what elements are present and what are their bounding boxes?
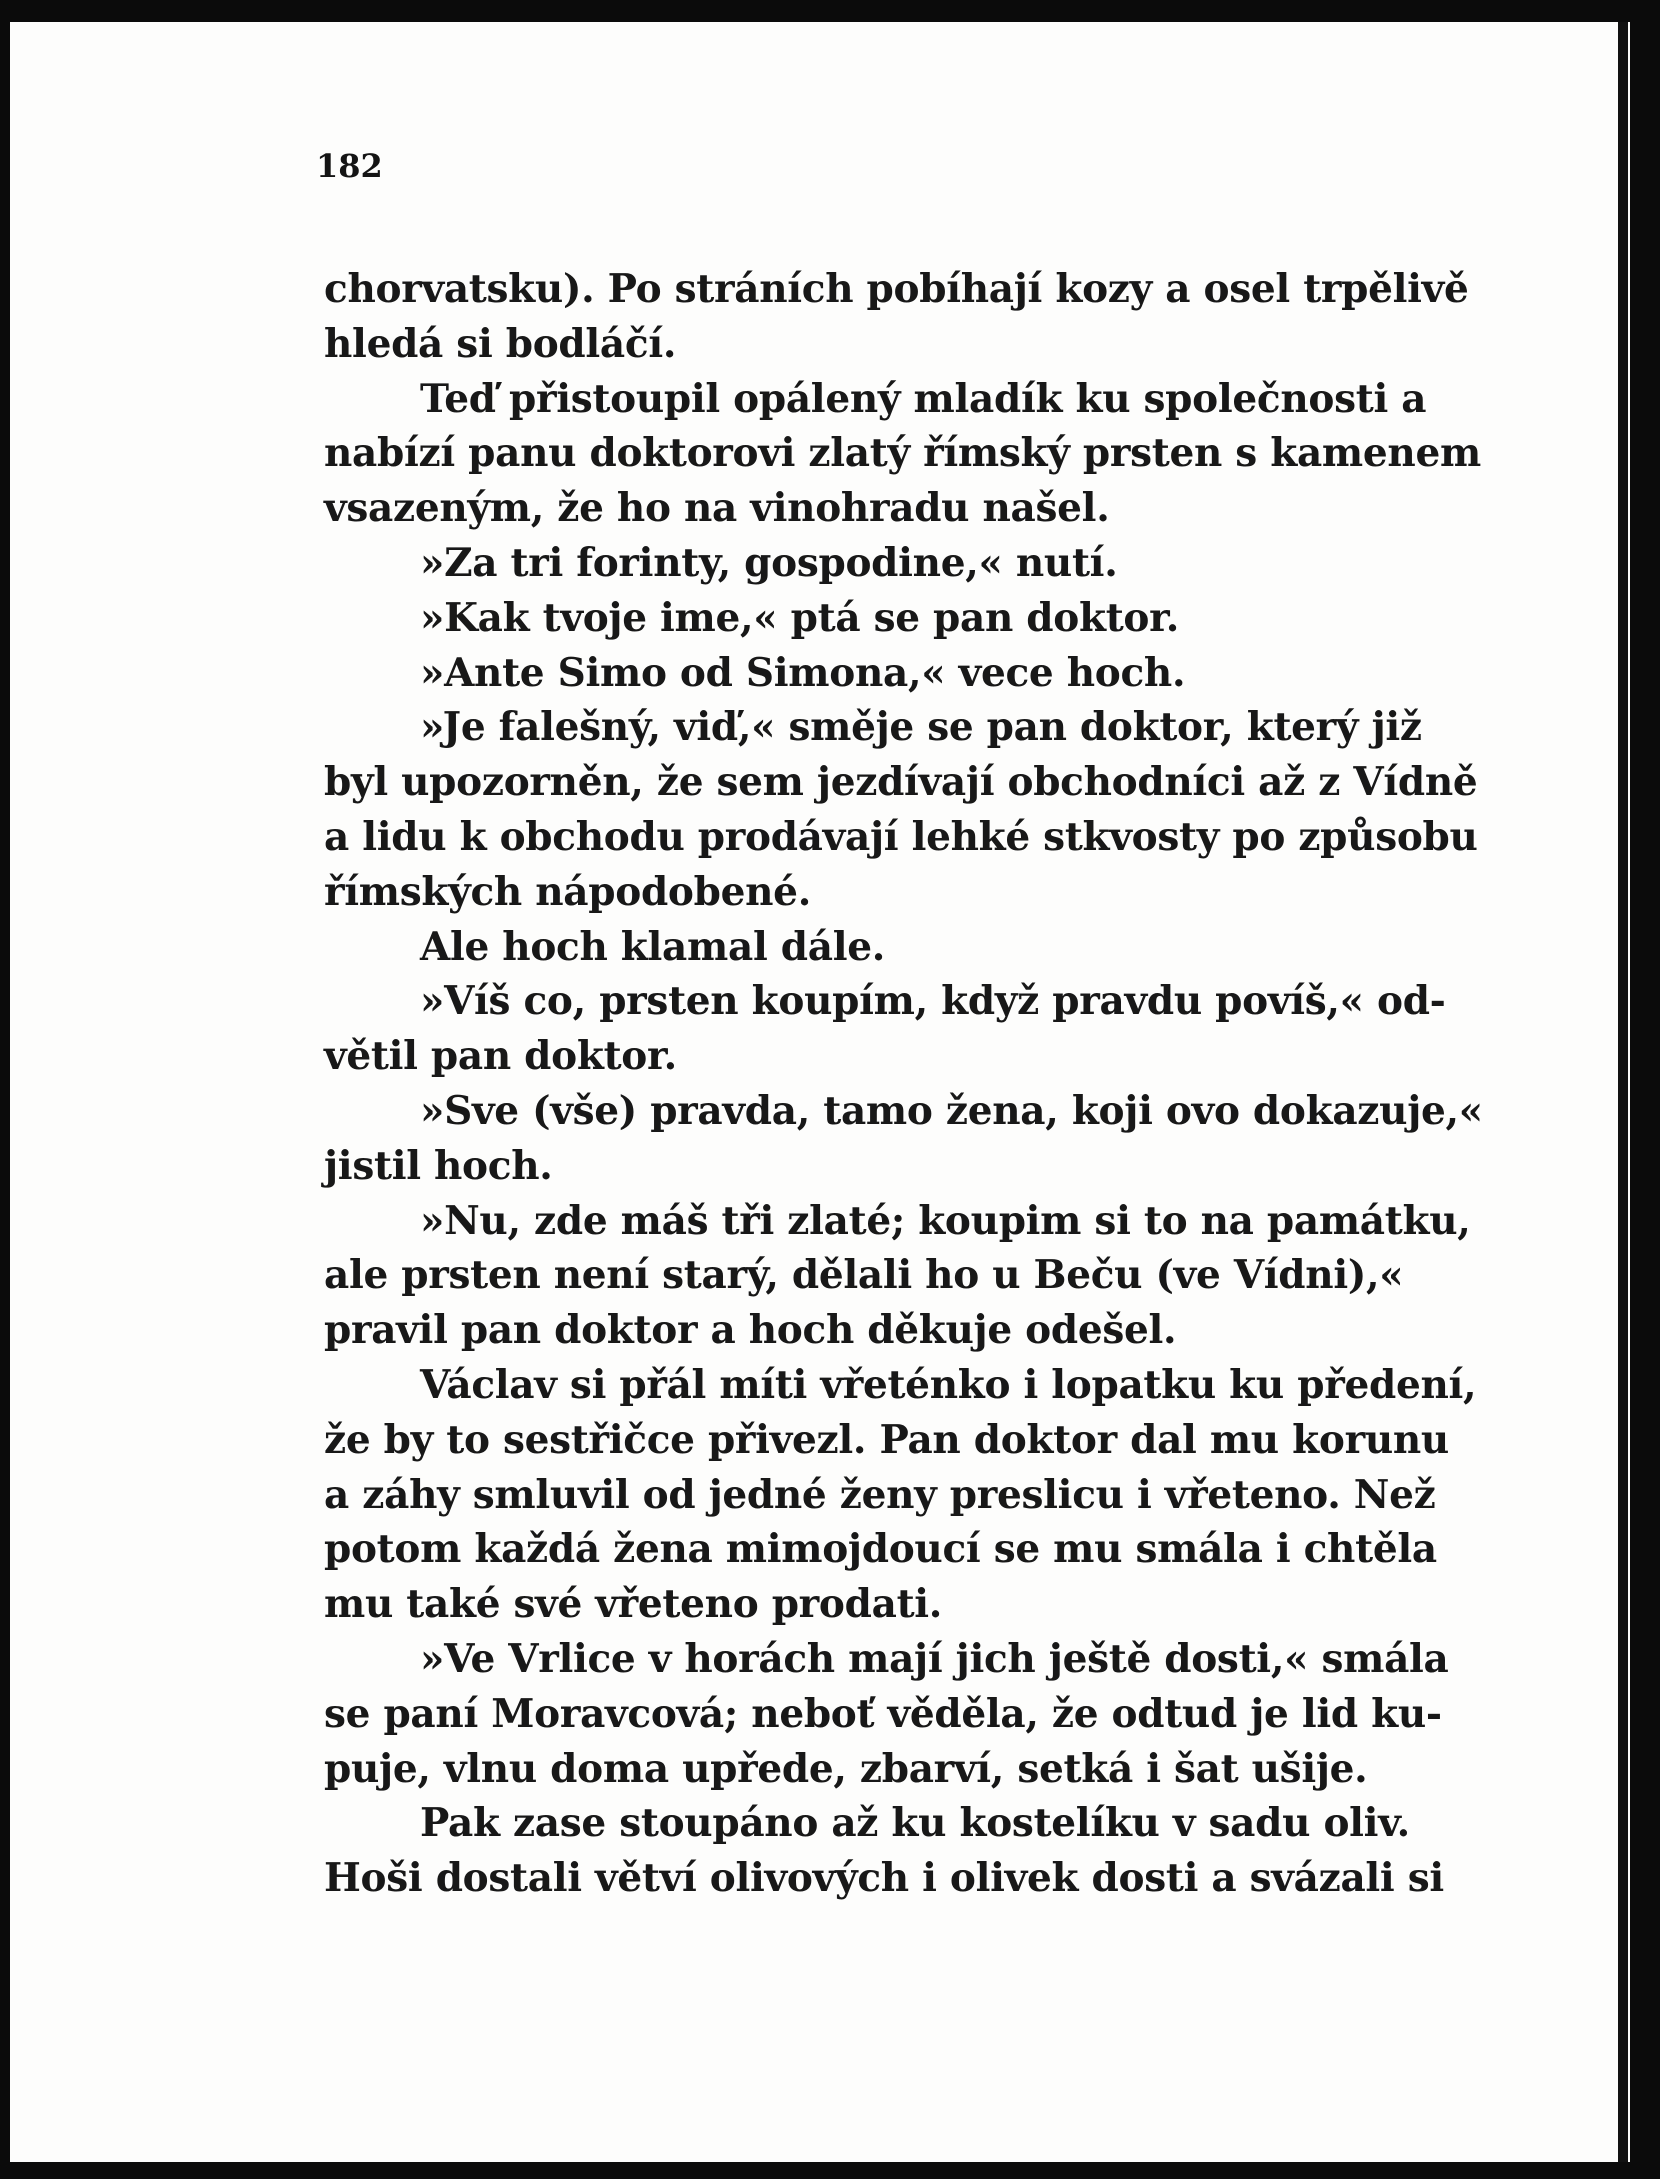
text-line: ale prsten není starý, dělali ho u Beču (ve Vídni),« [324, 1252, 1404, 1299]
text-line: puje, vlnu doma upřede, zbarví, setká i šat ušije. [324, 1745, 1368, 1792]
body-text [324, 262, 1483, 1906]
text-line: »Za tri forinty, gospodine,« nutí. [420, 539, 1118, 586]
text-line: že by to sestřičce přivezl. Pan doktor dal mu korunu [324, 1416, 1449, 1463]
text-line: Teď přistoupil opálený mladík ku společnosti a [420, 375, 1427, 422]
text-line: vsazeným, že ho na vinohradu našel. [324, 485, 1110, 532]
text-line: se paní Moravcová; neboť věděla, že odtud je lid ku- [324, 1690, 1442, 1737]
text-line: Hoši dostali větví olivových i olivek dosti a svázali si [324, 1855, 1444, 1902]
text-line: Ale hoch klamal dále. [420, 923, 885, 970]
text-line: římských nápodobené. [324, 868, 811, 915]
text-line: »Víš co, prsten koupím, když pravdu povíš,« od- [420, 978, 1446, 1025]
text-line: »Je falešný, viď,« směje se pan doktor, který již [420, 704, 1422, 751]
text-line: Pak zase stoupáno až ku kostelíku v sadu oliv. [420, 1800, 1410, 1847]
text-line: pravil pan doktor a hoch děkuje odešel. [324, 1307, 1177, 1354]
text-line: »Ante Simo od Simona,« vece hoch. [420, 649, 1186, 696]
text-line: »Ve Vrlice v horách mají jich ještě dosti,« smála [420, 1635, 1449, 1682]
page-binding-edge [1618, 22, 1628, 2162]
page-number: 182 [316, 147, 383, 185]
text-line: »Kak tvoje ime,« ptá se pan doktor. [420, 594, 1180, 641]
text-line: hledá si bodláčí. [324, 320, 677, 367]
text-line: mu také své vřeteno prodati. [324, 1581, 943, 1628]
text-line: potom každá žena mimojdoucí se mu smála i chtěla [324, 1526, 1437, 1573]
text-line: »Sve (vše) pravda, tamo žena, koji ovo dokazuje,« [420, 1087, 1483, 1134]
text-line: jistil hoch. [324, 1142, 553, 1189]
text-line: a lidu k obchodu prodávají lehké stkvosty po způsobu [324, 813, 1478, 860]
text-line: větil pan doktor. [324, 1033, 677, 1080]
text-line: chorvatsku). Po stráních pobíhají kozy a osel trpělivě [324, 266, 1469, 312]
text-line: nabízí panu doktorovi zlatý římský prsten s kamenem [324, 430, 1481, 477]
text-line: »Nu, zde máš tři zlaté; koupim si to na památku, [420, 1197, 1471, 1244]
text-line: a záhy smluvil od jedné ženy preslicu i vřeteno. Než [324, 1471, 1436, 1518]
text-line: Václav si přál míti vřeténko i lopatku ku předení, [420, 1361, 1477, 1408]
text-line: byl upozorněn, že sem jezdívají obchodníci až z Vídně [324, 759, 1478, 806]
